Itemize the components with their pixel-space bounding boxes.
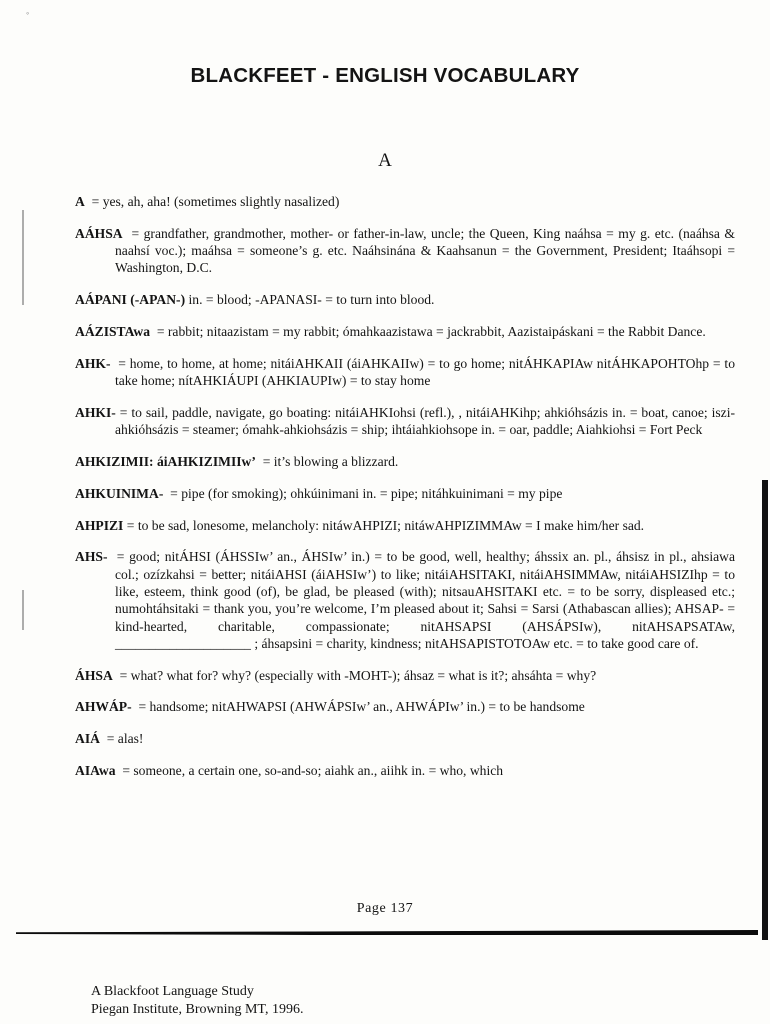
vocabulary-entry [75, 453, 735, 470]
footer-line-1: A Blackfoot Language Study [91, 984, 254, 999]
entry-headword: AÁZISTAwa [75, 323, 151, 339]
entry-headword: AHS- [75, 549, 108, 565]
entry-headword: AHWÁP- [75, 699, 132, 715]
entry-definition: = good; nitÁHSI (ÁHSSIw’ an., ÁHSIw’ in.) = to be good, well, healthy; áhssix an. pl., áhsisz in pl., ahsiawa col.; ozízkahsi = better; nitáiAHSI (áiAHSIw’) to like; nitáiAHSITAKI, nitáiAHSIMMAw, nitáiAHSIZIhp = to like, esteem, think good (of), be glad, be pleased (with); nitsauAHSITAKI etc. = to be sorry, displeased etc.; numohtáhsitaki = thank you, you’re welcome, I’m pleased about it; Sahsi = Sarsi (Athabascan allies); AHSAP- = kind-hearted, charitable, compassionate; nitAHSAPSI (AHSÁPSIw), nitAHSAPSATAw, ____________________ ; áhsapsini = charity, kindness; nitAHSAPISTOTOAw etc. = to take good care of. [115, 549, 736, 651]
entry-definition: = to sail, paddle, navigate, go boating: nitáiAHKIohsi (refl.), , nitáiAHKihp; ahkióhsázis in. = boat, canoe; iszi-ahkióhsázis = steamer; ómahk-ahkiohsázis = ship; ihtáiahkiohsope in. = oar, paddle; Aiahkiohsi = Fort Peck [115, 404, 735, 438]
vocabulary-entry [75, 762, 735, 779]
entry-headword: AIÁ [75, 731, 100, 747]
vocabulary-entry [75, 667, 735, 684]
entry-headword: AIAwa [75, 763, 116, 779]
entry-headword: AÁPANI (-APAN-) [75, 292, 186, 308]
vocabulary-entry [75, 548, 735, 652]
scan-artifact-line [22, 590, 24, 630]
entry-definition: = yes, ah, aha! (sometimes slightly nasalized) [91, 194, 340, 209]
page-title: BLACKFEET - ENGLISH VOCABULARY [190, 64, 580, 87]
section-letter: A [378, 150, 392, 171]
entry-definition: = to be sad, lonesome, melancholy: nitáwAHPIZI; nitáwAHPIZIMMAw = I make him/her sad. [126, 517, 645, 533]
entry-definition: = handsome; nitAHWAPSI (AHWÁPSIw’ an., AHWÁPIw’ in.) = to be handsome [138, 699, 585, 715]
entry-definition: = what? what for? why? (especially with -MOHT-); áhsaz = what is it?; ahsáhta = why? [119, 667, 597, 683]
vocabulary-entry [75, 193, 735, 210]
footer-citation [91, 983, 303, 1019]
vocabulary-entry [75, 730, 735, 747]
scan-speck: ◦ [26, 8, 30, 18]
vocabulary-entry [75, 404, 735, 439]
entry-headword: ÁHSA [75, 667, 113, 683]
vocabulary-entry [75, 485, 735, 502]
entry-definition: = rabbit; nitaazistam = my rabbit; ómahkaazistawa = jackrabbit, Aazistaipáskani = the Rabbit Dance. [156, 323, 706, 339]
footer-line-2: Piegan Institute, Browning MT, 1996. [91, 1002, 304, 1017]
entry-headword: AHKIZIMII: áiAHKIZIMIIw’ [75, 453, 256, 469]
entry-headword: AHKUINIMA- [75, 485, 164, 501]
scan-edge-shadow [762, 480, 768, 940]
vocabulary-entry [75, 517, 735, 534]
entry-definition: = pipe (for smoking); ohkúinimani in. = pipe; nitáhkuinimani = my pipe [170, 485, 563, 501]
entry-definition: = alas! [106, 731, 144, 747]
entry-headword: AHKI- [75, 404, 116, 420]
footer-rule [16, 930, 758, 935]
scan-artifact-line [22, 210, 24, 305]
entry-definition: = home, to home, at home; nitáiAHKAII (áiAHKAIIw) = to go home; nitÁHKAPIAw nitÁHKAPOHTOhp = to take home; nítAHKIÁUPI (AHKIAUPIw) = to stay home [115, 355, 736, 389]
vocabulary-entry [75, 291, 735, 308]
page-number: Page 137 [356, 901, 414, 916]
vocabulary-entry [75, 225, 735, 277]
entry-definition: = someone, a certain one, so-and-so; aiahk an., aiihk in. = who, which [122, 763, 504, 779]
entry-definition: = it’s blowing a blizzard. [262, 453, 399, 469]
vocabulary-entry [75, 323, 735, 340]
entry-headword: AHK- [75, 355, 111, 371]
vocabulary-list [75, 193, 735, 794]
entry-definition: = grandfather, grandmother, mother- or father-in-law, uncle; the Queen, King naáhsa = my g. etc. (naáhsa & naahsí voc.); maáhsa = someone’s g. etc. Naáhsinána & Kaahsanun = the Government, President; Itaáhsopi = Washington, D.C. [115, 225, 736, 276]
entry-headword: AHPIZI [75, 517, 124, 533]
entry-headword: AÁHSA [75, 225, 123, 241]
vocabulary-entry [75, 355, 735, 390]
vocabulary-entry [75, 698, 735, 715]
entry-headword: A [75, 194, 85, 209]
entry-definition: in. = blood; -APANASI- = to turn into blood. [188, 292, 435, 308]
